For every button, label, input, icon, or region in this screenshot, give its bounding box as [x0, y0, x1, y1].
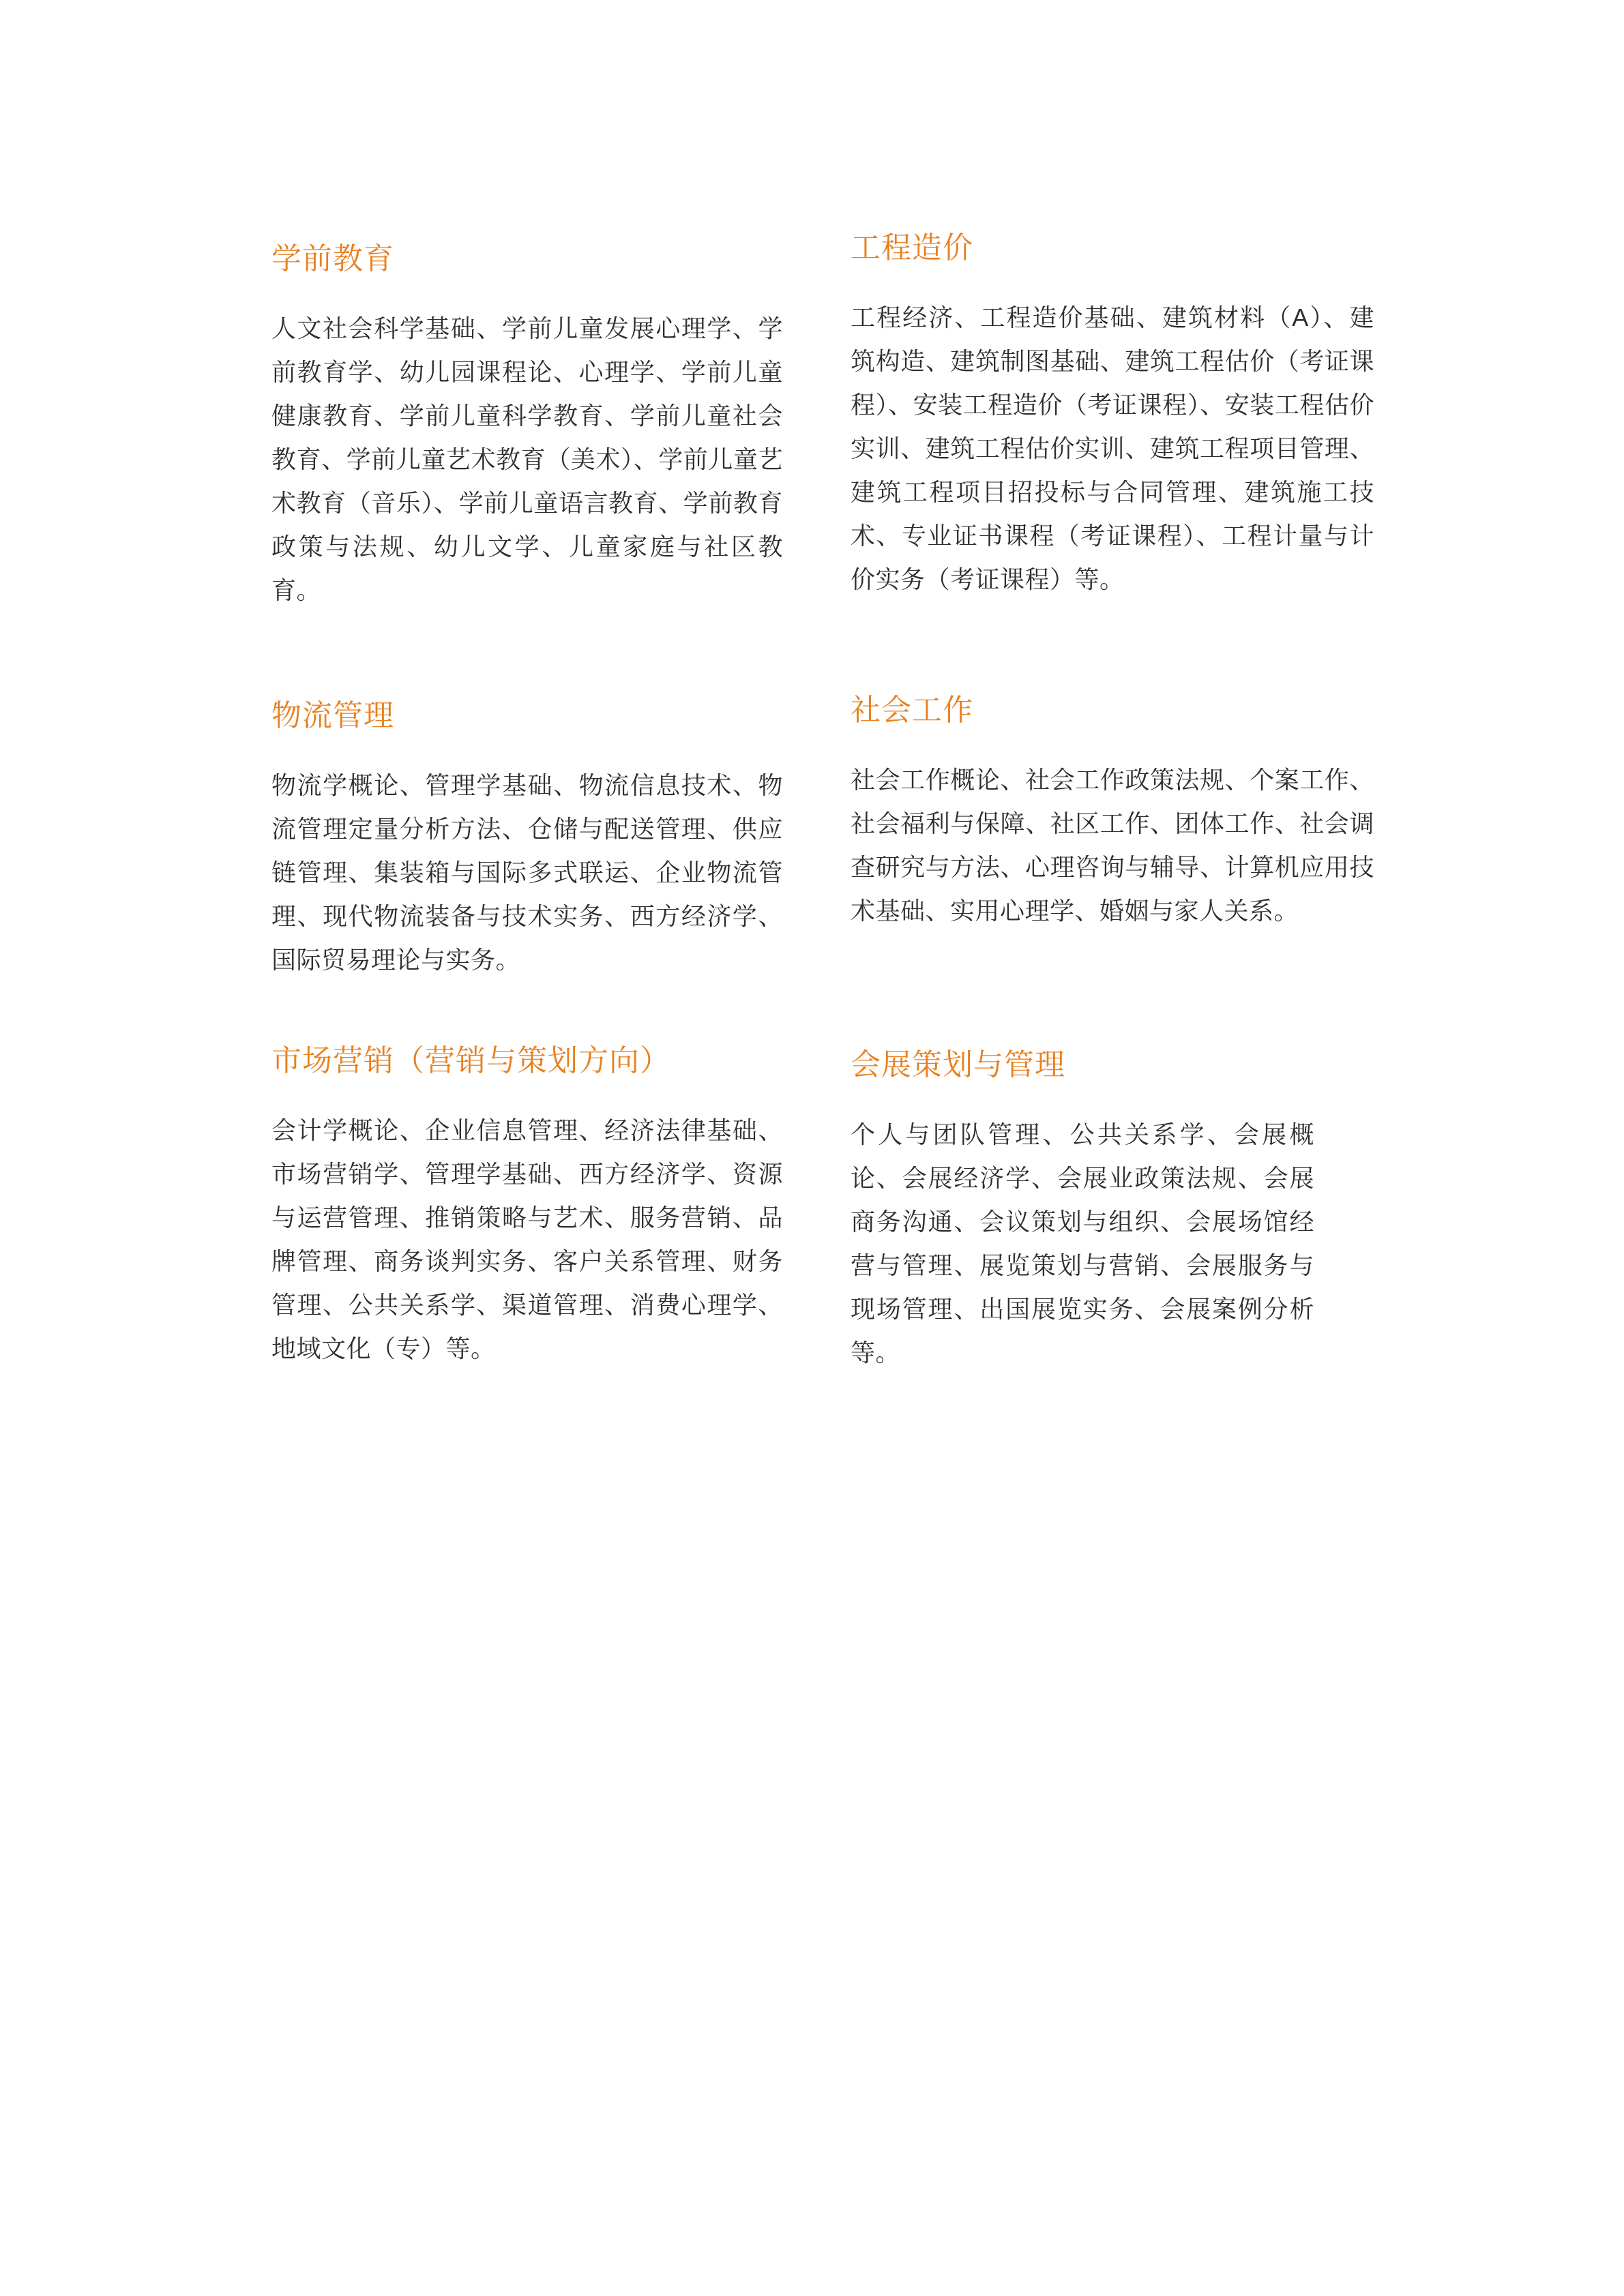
section-body: 个人与团队管理、公共关系学、会展概论、会展经济学、会展业政策法规、会展商务沟通、会议策划与组织、会展场馆经营与管理、展览策划与营销、会展服务与现场管理、出国展览实务、会展案例分析等。 — [851, 1120, 1314, 1367]
section-title: 市场营销（营销与策划方向） — [271, 1044, 670, 1077]
section-body: 会计学概论、企业信息管理、经济法律基础、市场营销学、管理学基础、西方经济学、资源与运营管理、推销策略与艺术、服务营销、品牌管理、商务谈判实务、客户关系管理、财务管理、公共关系学、渠道管理、消费心理学、地域文化（专）等。 — [271, 1116, 783, 1362]
section-preschool-education — [271, 240, 783, 612]
section-social-work — [851, 691, 1374, 933]
section-title: 物流管理 — [271, 699, 394, 732]
section-title: 学前教育 — [271, 242, 394, 275]
section-engineering-cost — [851, 229, 1374, 601]
section-marketing — [271, 1042, 783, 1371]
section-body: 人文社会科学基础、学前儿童发展心理学、学前教育学、幼儿园课程论、心理学、学前儿童健康教育、学前儿童科学教育、学前儿童社会教育、学前儿童艺术教育（美术）、学前儿童艺术教育（音乐）、学前儿童语言教育、学前教育政策与法规、幼儿文学、儿童家庭与社区教育。 — [271, 314, 783, 604]
section-title: 工程造价 — [851, 231, 973, 265]
section-exhibition-planning-management — [851, 1046, 1314, 1375]
section-body: 工程经济、工程造价基础、建筑材料（A）、建筑构造、建筑制图基础、建筑工程估价（考证课程）、安装工程造价（考证课程）、安装工程估价实训、建筑工程估价实训、建筑工程项目管理、建筑工程项目招投标与合同管理、建筑施工技术、专业证书课程（考证课程）、工程计量与计价实务（考证课程）等。 — [851, 303, 1374, 593]
section-logistics-management — [271, 697, 783, 982]
section-title: 会展策划与管理 — [851, 1048, 1065, 1082]
section-body: 物流学概论、管理学基础、物流信息技术、物流管理定量分析方法、仓储与配送管理、供应链管理、集装箱与国际多式联运、企业物流管理、现代物流装备与技术实务、西方经济学、国际贸易理论与实务。 — [271, 771, 783, 974]
section-title: 社会工作 — [851, 694, 973, 727]
section-body: 社会工作概论、社会工作政策法规、个案工作、社会福利与保障、社区工作、团体工作、社会调查研究与方法、心理咨询与辅导、计算机应用技术基础、实用心理学、婚姻与家人关系。 — [851, 766, 1374, 925]
